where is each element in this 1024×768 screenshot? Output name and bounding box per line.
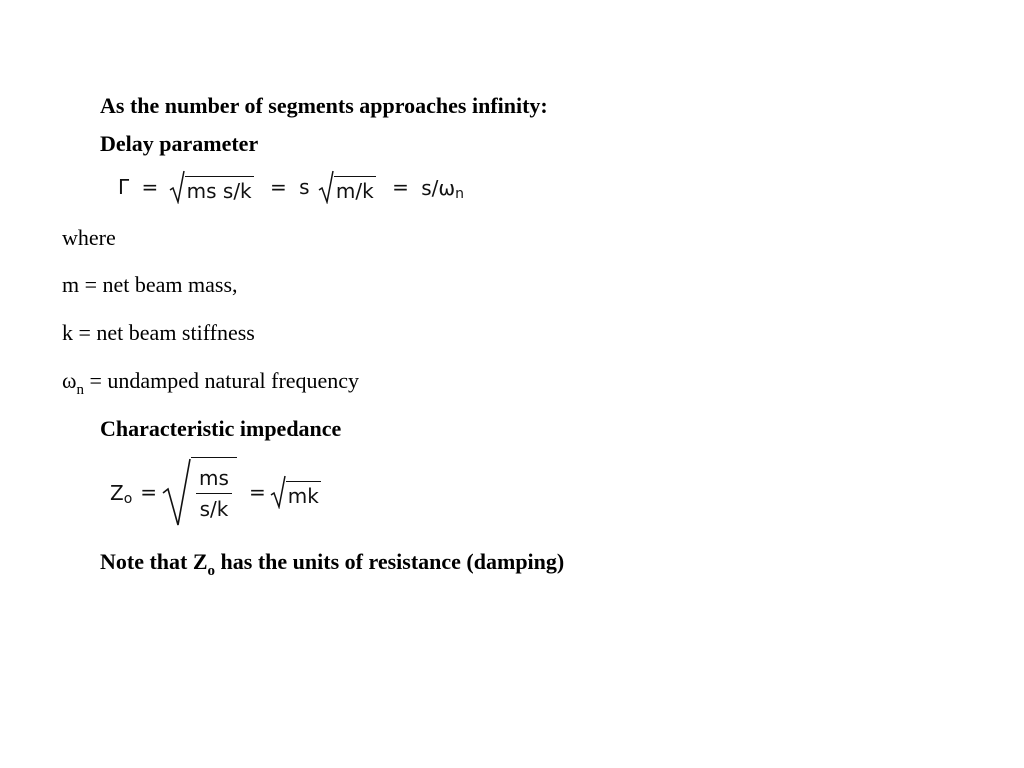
- ratio-text: s/ω: [421, 175, 456, 200]
- heading-segments: As the number of segments approaches infinity:: [100, 93, 548, 118]
- denominator: s/k: [196, 493, 233, 521]
- definition-omega: [62, 368, 359, 397]
- fraction: [191, 457, 237, 527]
- z-subscript: o: [207, 563, 216, 579]
- z-subscript: o: [123, 490, 133, 507]
- omega-definition-text: = undamped natural frequency: [83, 368, 360, 393]
- radical-sign-icon: [161, 457, 191, 527]
- sqrt-mk: [270, 475, 321, 509]
- radicand: m/k: [334, 176, 376, 203]
- s-over-omega: [421, 174, 464, 200]
- radicand: ms s/k: [185, 176, 254, 203]
- note-suffix: has the units of resistance (damping): [215, 549, 565, 574]
- note-impedance-units: [100, 549, 564, 578]
- equals-sign: =: [140, 480, 158, 504]
- equation-characteristic-impedance: [110, 456, 321, 528]
- note-prefix: Note that Z: [100, 549, 208, 574]
- z-letter: Z: [110, 480, 124, 505]
- sqrt-ms-s-k: [169, 170, 254, 204]
- omega-subscript: n: [76, 382, 84, 398]
- z-symbol: [110, 479, 132, 505]
- equals-sign: =: [248, 480, 266, 504]
- radical-sign-icon: [169, 170, 185, 204]
- equals-sign: =: [392, 175, 409, 199]
- s-symbol: s: [299, 175, 310, 199]
- radical-sign-icon: [270, 475, 286, 509]
- omega-subscript: n: [455, 185, 464, 202]
- omega-symbol: ω: [62, 368, 77, 393]
- sqrt-m-k: [318, 170, 376, 204]
- sqrt-fraction: [161, 457, 237, 527]
- heading-delay-parameter: Delay parameter: [100, 131, 259, 156]
- radicand: mk: [286, 481, 321, 508]
- equals-sign: =: [270, 175, 287, 199]
- where-label: where: [62, 225, 116, 250]
- numerator: ms: [199, 466, 229, 490]
- equation-delay-parameter: [118, 170, 464, 204]
- definition-m: m = net beam mass,: [62, 272, 238, 297]
- gamma-symbol: Γ: [118, 175, 130, 199]
- definition-k: k = net beam stiffness: [62, 320, 255, 345]
- radical-sign-icon: [318, 170, 334, 204]
- equals-sign: =: [141, 175, 159, 199]
- heading-characteristic-impedance: Characteristic impedance: [100, 416, 342, 441]
